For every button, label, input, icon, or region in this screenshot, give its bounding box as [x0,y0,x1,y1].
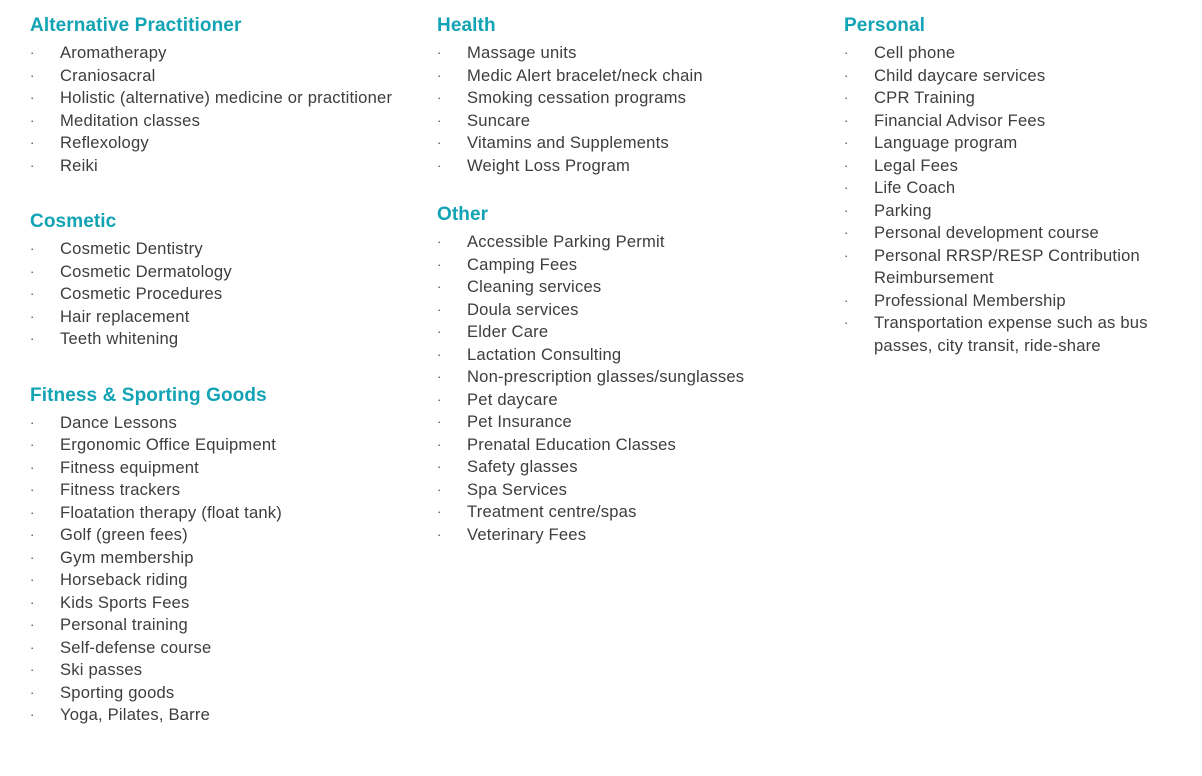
list-item-label: Hair replacement [60,306,190,326]
list-item [437,87,827,110]
list-item-label: Cleaning services [467,277,602,296]
list-item-label: Golf (green fees) [60,525,188,544]
item-list [30,412,410,727]
section-fitness-and-sporting-goods [30,383,410,727]
list-item-label: Floatation therapy (float tank) [60,502,283,522]
list-item-label: Pet daycare [467,389,558,409]
bullet-icon: · [437,112,442,128]
list-item [437,479,827,502]
item-list [844,42,1194,357]
section-heading: Cosmetic [30,211,117,232]
list-item-label: Parking [874,200,932,220]
bullet-icon: · [844,135,849,150]
list-item [30,155,410,178]
list-item [437,434,827,457]
bullet-icon: · [437,135,442,150]
list-item [844,222,1194,245]
bullet-icon: · [437,369,442,384]
list-item [30,479,410,502]
list-item-label: Legal Fees [874,155,959,175]
list-item [437,411,827,434]
list-item-label: CPR Training [874,88,976,107]
bullet-icon: · [30,331,35,346]
item-list [437,42,827,177]
list-item-label: Smoking cessation programs [467,88,687,107]
bullet-icon: · [844,202,849,218]
list-item [30,704,410,727]
item-list [30,238,410,351]
list-item-label: Cosmetic Dermatology [60,261,232,281]
list-item-label: Pet Insurance [467,412,572,431]
list-item [844,87,1194,110]
list-item [844,132,1194,155]
list-item [437,42,827,65]
list-item [30,457,410,480]
list-item [844,245,1194,290]
bullet-icon: · [844,157,849,173]
section-spacer [437,177,827,202]
list-item [30,682,410,705]
bullet-icon: · [30,639,35,655]
list-item-label: Yoga, Pilates, Barre [60,705,211,724]
list-item-label: Personal training [60,615,188,634]
item-list [30,42,410,177]
list-item [30,592,410,615]
section-heading: Other [437,204,489,225]
bullet-icon: · [30,662,35,677]
bullet-icon: · [437,346,442,362]
list-item [30,434,410,457]
list-item-label: Child daycare services [874,65,1046,85]
list-item [844,155,1194,178]
item-list [437,231,827,546]
list-item [30,283,410,306]
section-heading: Alternative Practitioner [30,15,242,36]
bullet-icon: · [30,157,35,173]
list-item [30,132,410,155]
bullet-icon: · [844,45,849,60]
bullet-icon: · [30,549,35,565]
column-right [844,13,1194,357]
list-item-label: Ski passes [60,660,143,679]
bullet-icon: · [437,234,442,249]
bullet-icon: · [30,45,35,60]
list-item [437,132,827,155]
section-cosmetic [30,209,410,351]
list-item-label: Sporting goods [60,682,175,702]
list-item-label: Financial Advisor Fees [874,110,1046,130]
list-item [437,321,827,344]
list-item-label: Cosmetic Procedures [60,284,223,303]
list-item-label: Non-prescription glasses/sunglasses [467,367,745,386]
bullet-icon: · [844,315,849,330]
bullet-icon: · [30,707,35,722]
bullet-icon: · [437,504,442,519]
bullet-icon: · [844,90,849,105]
list-item-label: Cosmetic Dentistry [60,239,203,258]
list-item [30,238,410,261]
bullet-icon: · [437,301,442,317]
list-item [437,389,827,412]
bullet-icon: · [30,482,35,497]
section-alternative-practitioner [30,13,410,177]
list-item-label: Veterinary Fees [467,524,587,544]
bullet-icon: · [30,414,35,430]
section-spacer [30,177,410,209]
list-item [437,366,827,389]
list-item [30,659,410,682]
list-item [30,502,410,525]
list-item [437,524,827,547]
list-item [437,231,827,254]
list-item-label: Horseback riding [60,570,188,589]
list-item-label: Ergonomic Office Equipment [60,435,277,454]
list-item-label: Fitness trackers [60,480,181,499]
list-item [437,254,827,277]
list-item [844,110,1194,133]
bullet-icon: · [844,292,849,308]
list-item-label: Reiki [60,155,98,175]
bullet-icon: · [30,67,35,83]
list-item-label: Doula services [467,299,579,319]
bullet-icon: · [437,324,442,339]
list-item-label: Life Coach [874,178,956,197]
list-item-label: Safety glasses [467,457,578,476]
bullet-icon: · [844,180,849,195]
list-item-label: Language program [874,133,1018,152]
bullet-icon: · [844,112,849,128]
list-item [30,306,410,329]
list-item [30,328,410,351]
list-item [844,312,1194,357]
list-item [30,87,410,110]
list-item [30,614,410,637]
list-item [437,155,827,178]
list-item-label: Holistic (alternative) medicine or practitioner [60,88,393,107]
list-item-label: Prenatal Education Classes [467,434,677,454]
bullet-icon: · [30,572,35,587]
bullet-icon: · [437,90,442,105]
list-item-label: Teeth whitening [60,329,179,348]
bullet-icon: · [30,684,35,700]
list-item-label: Spa Services [467,479,568,499]
column-middle [437,13,827,546]
bullet-icon: · [844,225,849,240]
list-item [437,501,827,524]
bullet-icon: · [30,286,35,301]
bullet-icon: · [30,527,35,542]
section-heading: Fitness & Sporting Goods [30,384,267,406]
list-item-label: Massage units [467,43,577,62]
bullet-icon: · [30,263,35,279]
bullet-icon: · [30,112,35,128]
list-item [30,547,410,570]
list-item-label: Accessible Parking Permit [467,232,665,251]
list-item-label: Elder Care [467,322,549,341]
bullet-icon: · [844,247,849,263]
bullet-icon: · [30,459,35,475]
bullet-icon: · [30,308,35,324]
section-health [437,13,827,177]
bullet-icon: · [437,481,442,497]
list-item-label: Cell phone [874,43,956,62]
bullet-icon: · [437,459,442,474]
bullet-icon: · [844,67,849,83]
list-item-label: Weight Loss Program [467,155,631,175]
bullet-icon: · [437,67,442,83]
list-item-label: Camping Fees [467,254,578,274]
bullet-icon: · [30,617,35,632]
bullet-icon: · [437,414,442,429]
list-item [30,524,410,547]
list-item-label: Transportation expense such as bus passes, city transit, ride-share [874,313,1148,355]
list-item [437,110,827,133]
list-item [437,65,827,88]
bullet-icon: · [30,135,35,150]
list-item [30,569,410,592]
bullet-icon: · [30,594,35,610]
list-item [30,261,410,284]
list-item-label: Professional Membership [874,290,1066,310]
bullet-icon: · [437,45,442,60]
list-item-label: Medic Alert bracelet/neck chain [467,65,703,85]
section-spacer [30,351,410,383]
list-item-label: Aromatherapy [60,43,167,62]
column-left [30,13,410,727]
bullet-icon: · [30,90,35,105]
section-personal [844,13,1194,357]
list-item [30,637,410,660]
list-item [437,299,827,322]
list-item-label: Craniosacral [60,65,156,85]
list-item [844,290,1194,313]
list-item [30,412,410,435]
list-item-label: Personal development course [874,223,1099,242]
list-item-label: Vitamins and Supplements [467,133,669,152]
list-item-label: Reflexology [60,133,149,152]
section-heading: Health [437,15,496,36]
list-item-label: Dance Lessons [60,412,177,432]
section-heading: Personal [844,15,926,36]
bullet-icon: · [30,437,35,452]
list-item [437,456,827,479]
section-other [437,202,827,546]
list-item-label: Meditation classes [60,110,201,130]
bullet-icon: · [437,157,442,173]
list-item [844,177,1194,200]
list-item [844,200,1194,223]
list-item [844,42,1194,65]
list-item-label: Suncare [467,110,531,130]
bullet-icon: · [437,391,442,407]
bullet-icon: · [30,504,35,520]
bullet-icon: · [437,526,442,542]
bullet-icon: · [437,279,442,294]
list-item-label: Self-defense course [60,637,212,657]
list-item-label: Fitness equipment [60,457,199,477]
list-item [30,110,410,133]
list-item [30,65,410,88]
list-item [437,276,827,299]
bullet-icon: · [30,241,35,256]
list-item [437,344,827,367]
list-item-label: Treatment centre/spas [467,502,637,521]
list-item [844,65,1194,88]
list-item-label: Gym membership [60,547,194,567]
list-item [30,42,410,65]
list-item-label: Kids Sports Fees [60,592,190,612]
bullet-icon: · [437,256,442,272]
list-item-label: Personal RRSP/RESP Contribution Reimbursement [874,245,1140,287]
bullet-icon: · [437,436,442,452]
list-item-label: Lactation Consulting [467,344,622,364]
